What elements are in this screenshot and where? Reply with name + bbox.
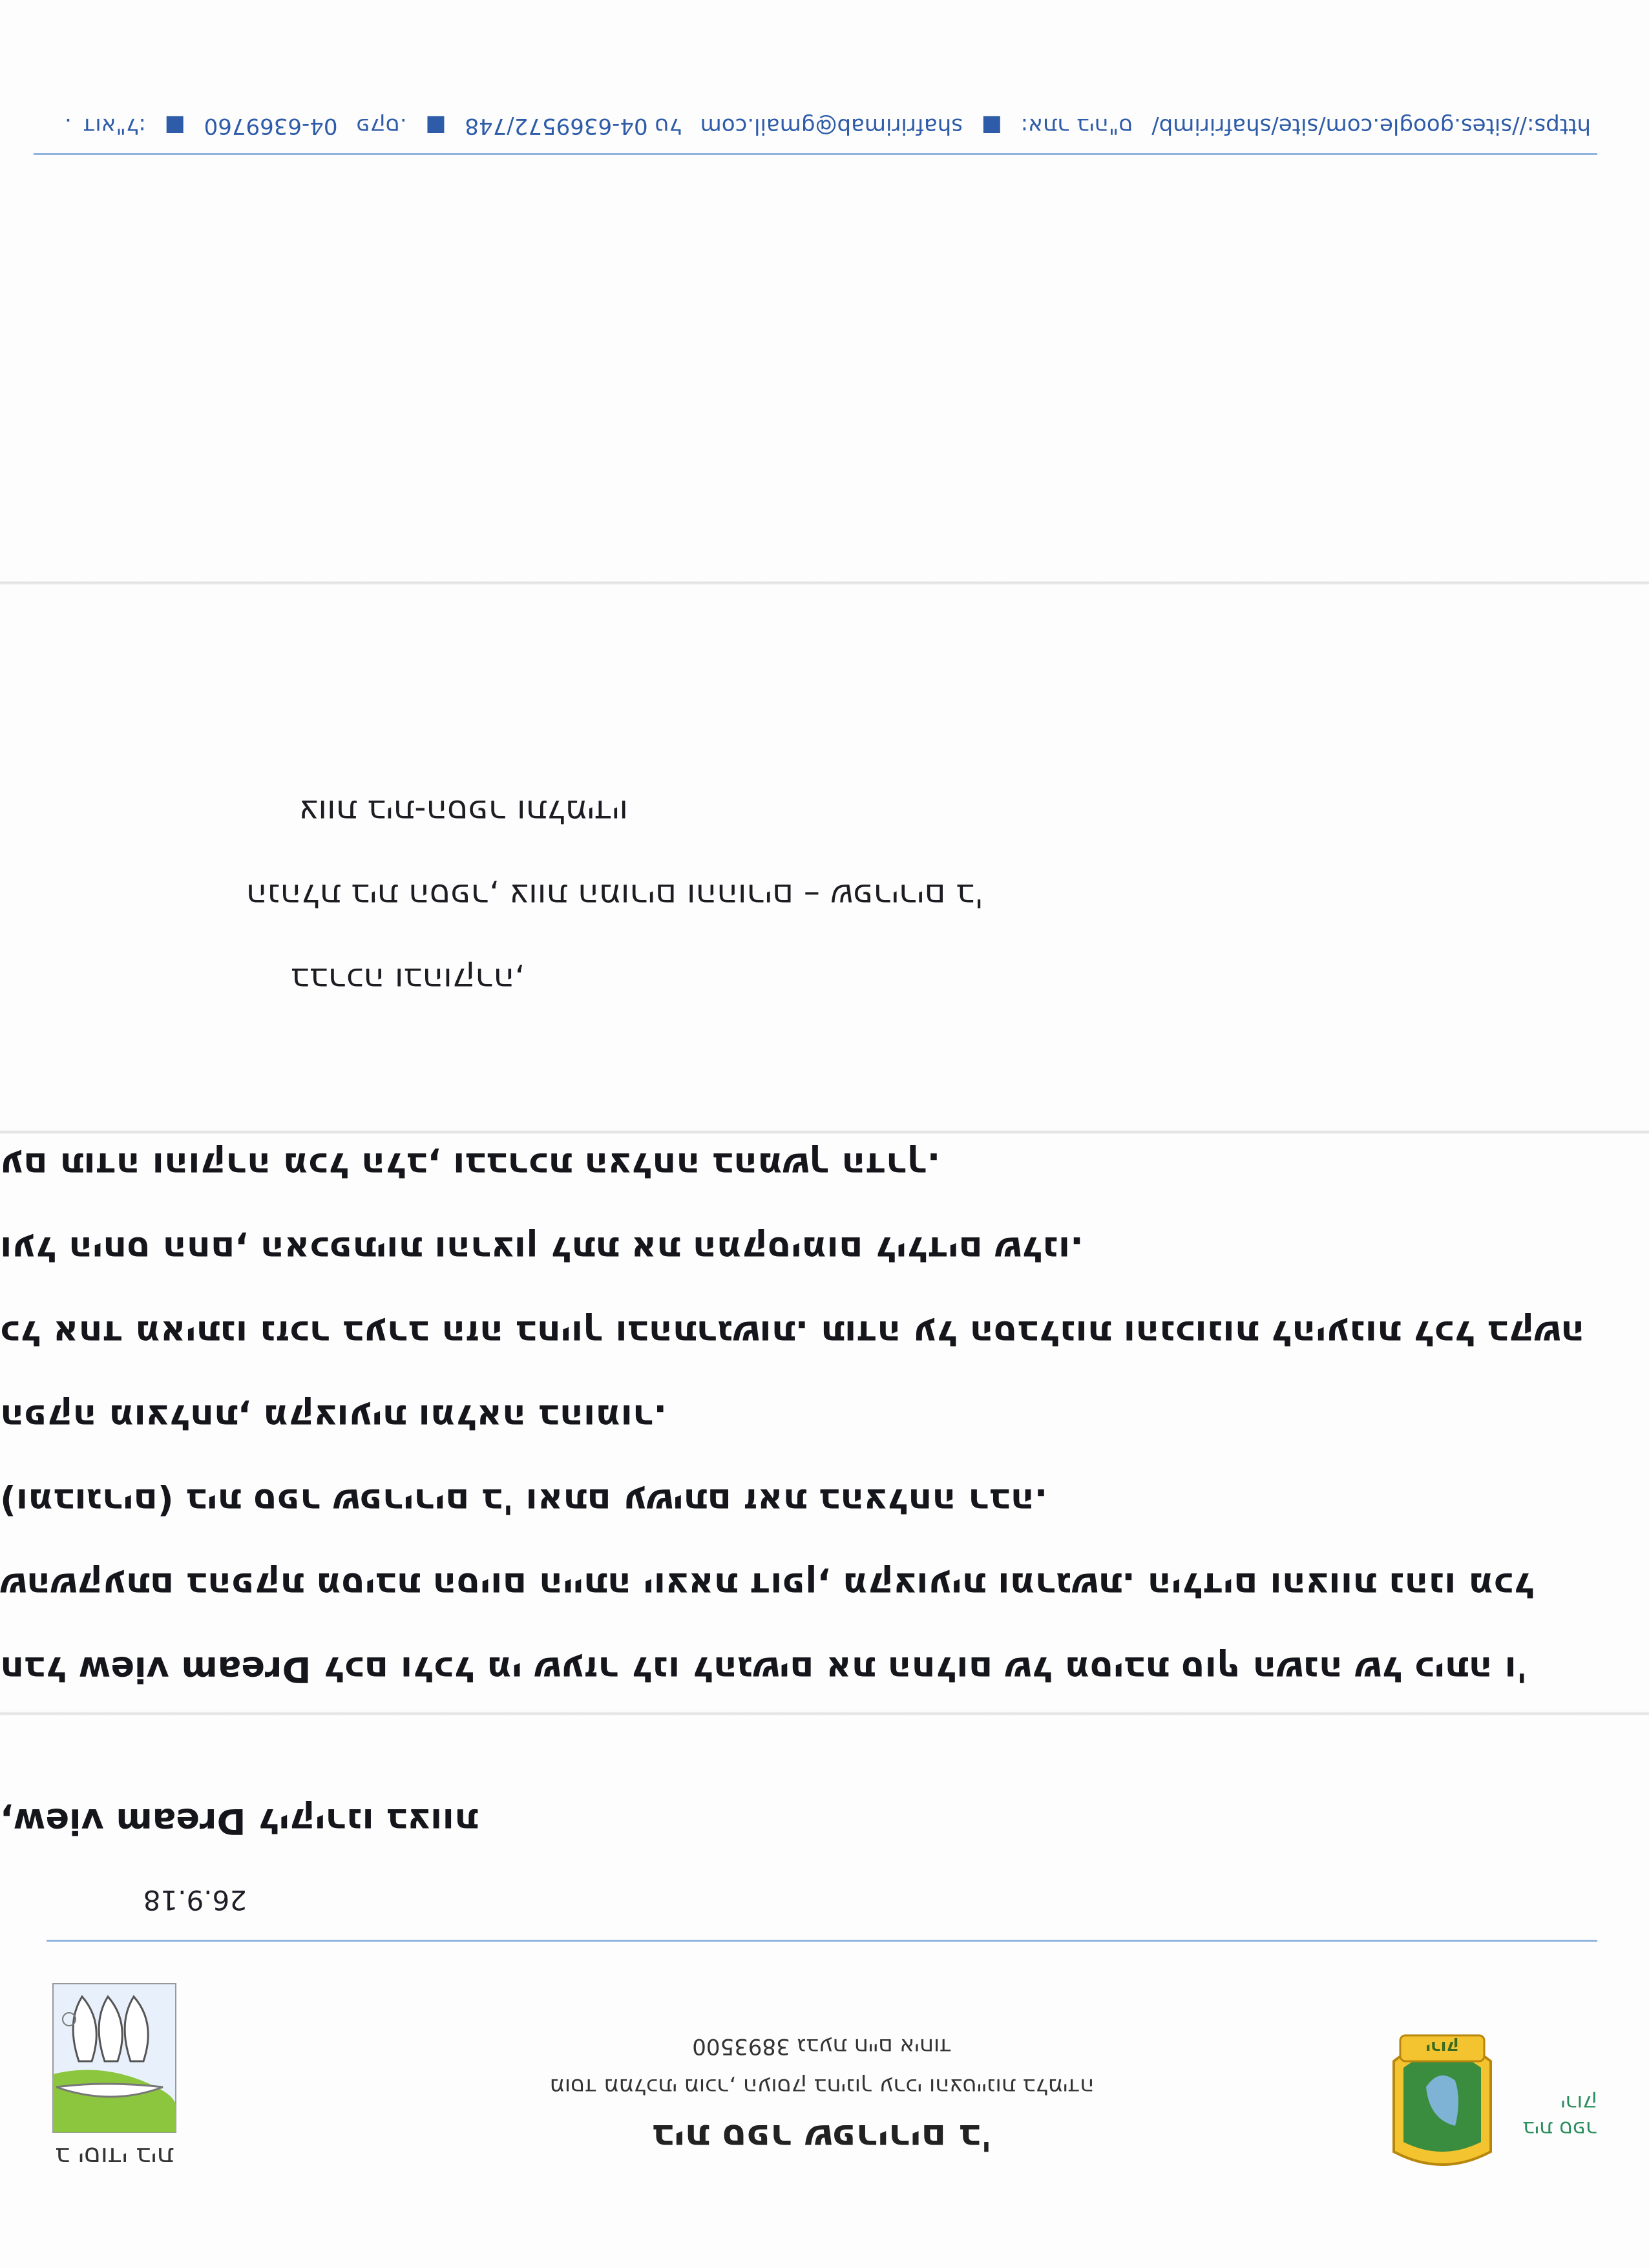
body-line: חבל Dream view לכם ולכל מי שעזר לנו להגשים את החלום של מסיבת סוף השנה של כיתה ו' [0, 1649, 1528, 1690]
website-label: אתר ביה"ס: [1020, 113, 1133, 139]
signer-line-2: צוות בית-הספר ותלמידיו [299, 793, 628, 830]
letterhead [47, 1977, 1597, 2171]
school-logo-text: ב יסודי בית [55, 2141, 174, 2171]
school-title-block [434, 2033, 1210, 2158]
body-line: שהשקעתם בהפקת מסיבת הסיום הייתה יוצאת דופן, מקצועית ומרגשת. הילדים והצוות נהנו מכל [0, 1565, 1535, 1606]
fold-crease [0, 1130, 1649, 1134]
closing-line: בברכה ובהוקרה, [290, 961, 525, 998]
email-link[interactable]: shafririmab@gmail.com [700, 113, 963, 139]
school-subtitle: מוסד ממלכתי מוכר, העוסק בחינוך ערכי והצטיינות בלמידה [549, 2074, 1095, 2099]
signer-line: הנהלת בית הספר, צוות המורים וההורים – שפרירים ב' [246, 877, 983, 914]
footer-divider [34, 153, 1597, 155]
fold-crease [0, 1712, 1649, 1716]
school-address: 3893500 גבעת חיים איחוד [692, 2033, 952, 2059]
green-school-label: בית ספר ירוק [1522, 2091, 1597, 2141]
body-line: הפקה מוצלחת, מקצועית ומלאה בהומור. [0, 1397, 667, 1438]
body-line: כל אחד מאיתנו נזכר בערב הזה בחיוך ובהתרגשות. תודה על הסבלנות והנכונות להיענות לכל בקשה [0, 1313, 1585, 1354]
fax-number: 04-6369760 [204, 113, 338, 139]
body-line: עם תודה והוקרה מכל הלב, ובברכת הצלחה בהמשך הדרך. [0, 1145, 941, 1186]
school-name: בית ספר שפרירים ב' [652, 2116, 992, 2158]
body-line: ועל היחס החם, האכפתיות והרצון לתת את המקסימום לילדים שלנו. [0, 1229, 1084, 1270]
green-school-emblem [1384, 2022, 1500, 2171]
bullet-icon: ■ [164, 113, 185, 139]
footer-contact [40, 100, 1591, 139]
phone-number: 04-6369572/748 [465, 113, 648, 139]
bullet-icon: ■ [425, 113, 446, 139]
website-link[interactable]: https://sites.google.com/site/shafririmb/ [1151, 113, 1591, 139]
letter-date: 26.9.18 [143, 1884, 247, 1916]
greeting-line: ,Dream view ליקירנו בצוות [0, 1801, 478, 1842]
body-line: (ומבוגרים) בית ספר שפרירים ב' ואתם עשיתם זאת בהצלחה רבה. [0, 1481, 1048, 1522]
green-school-badge-text: ירוק [1425, 2037, 1459, 2057]
bullet-icon: ■ [981, 113, 1002, 139]
email-label: דוא"ל: [83, 113, 146, 139]
green-school-logo [1384, 2022, 1500, 2171]
fax-label: פקס. [356, 113, 407, 139]
header-divider [47, 1940, 1597, 1942]
fold-crease [0, 581, 1649, 585]
school-logo [47, 1977, 182, 2171]
phone-label: טל. [65, 113, 682, 139]
